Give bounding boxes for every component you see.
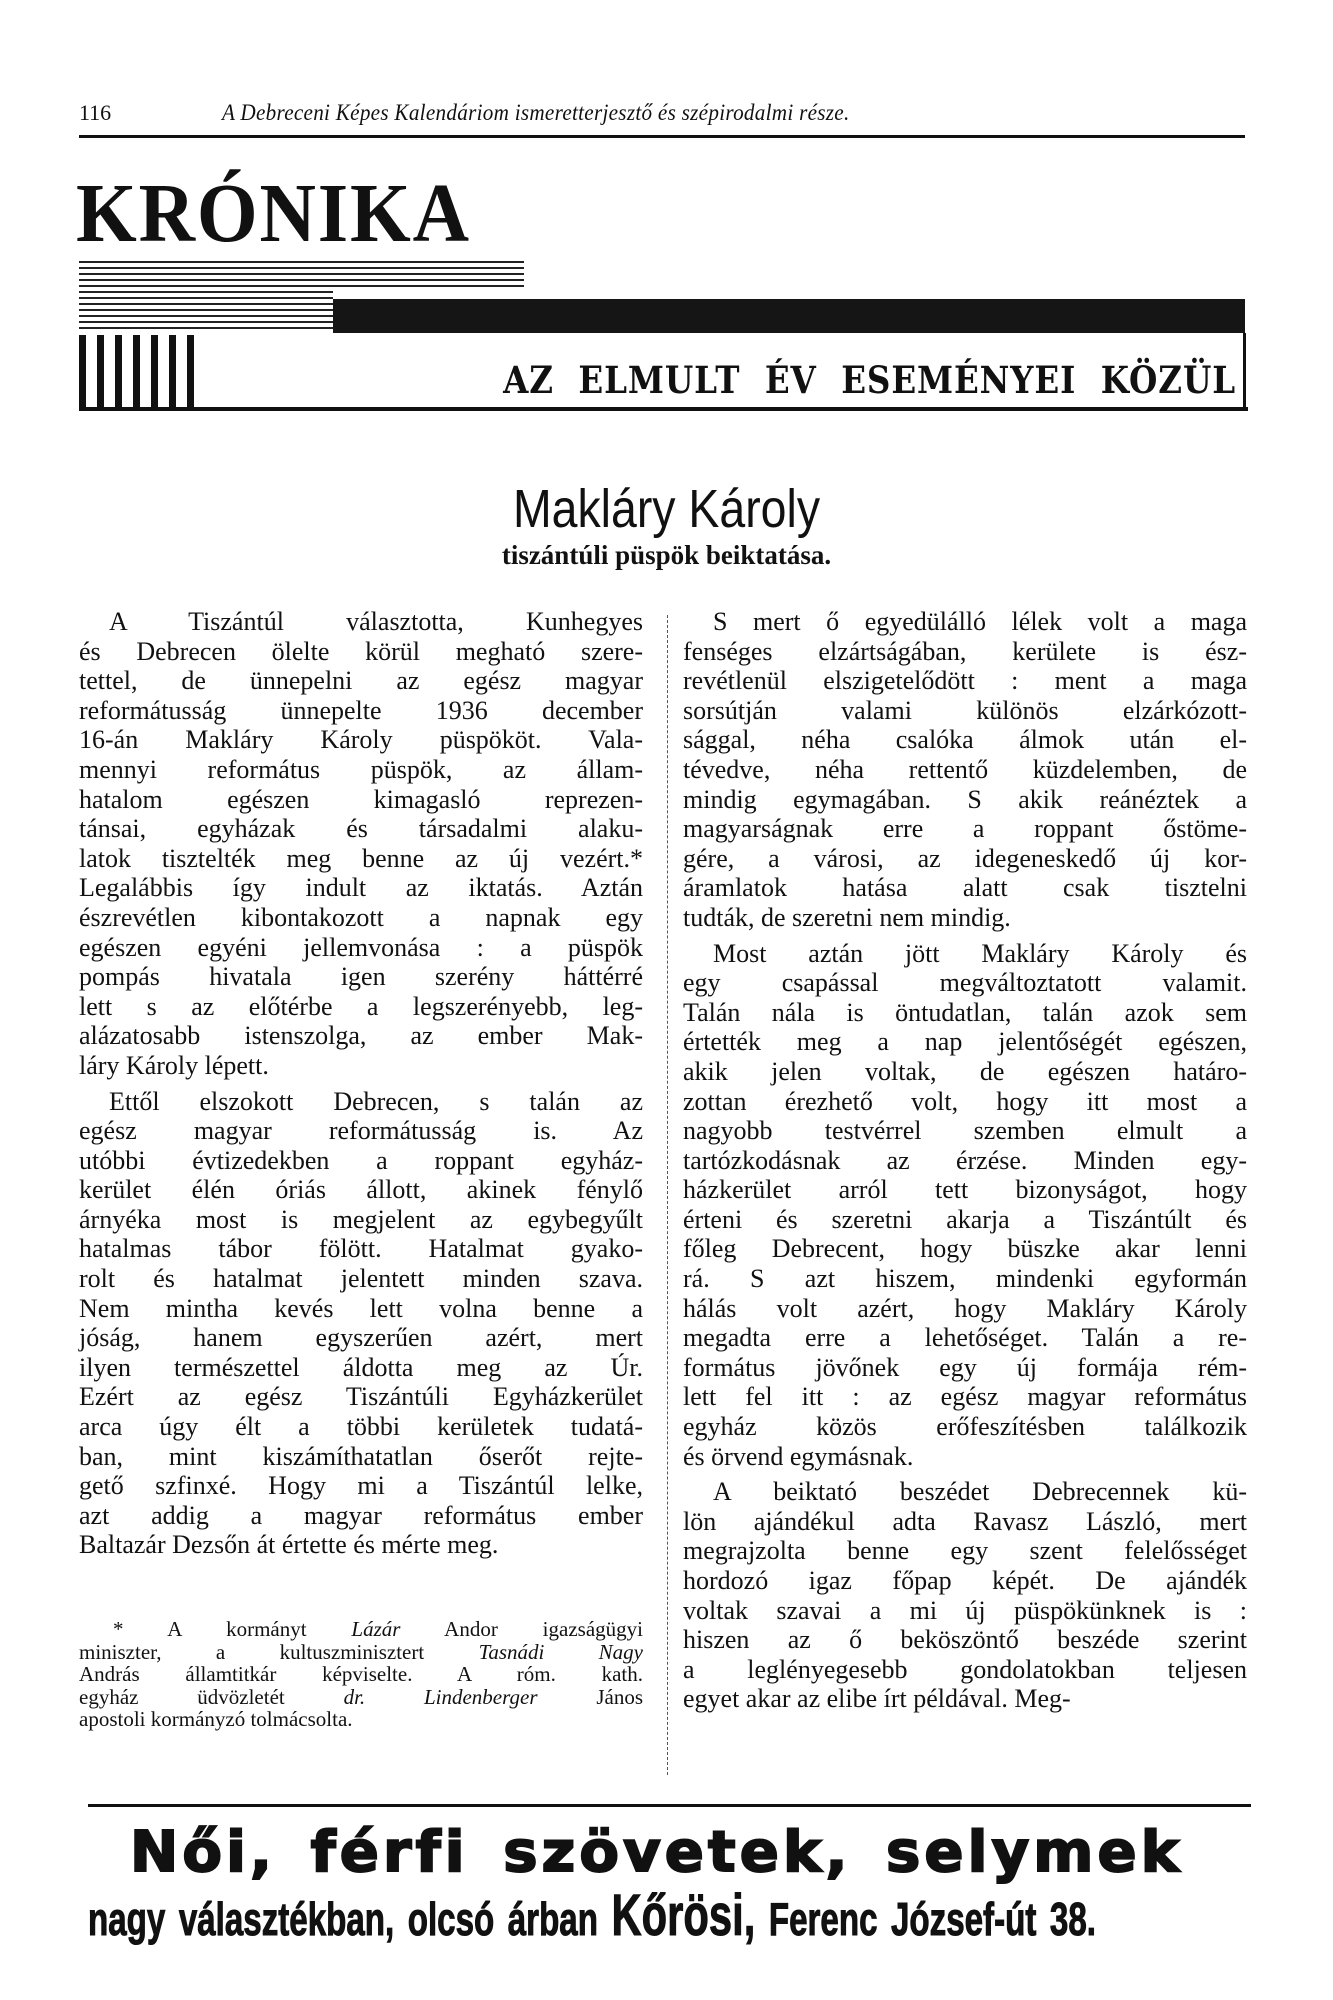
text-line: revétlenül elszigetelődött : ment a maga bbox=[683, 666, 1247, 696]
text-line: Ettől elszokott Debrecen, s talán az bbox=[109, 1086, 643, 1116]
paragraph bbox=[683, 607, 1247, 933]
text-line: a leglényegesebb gondolatokban teljesen bbox=[683, 1654, 1247, 1684]
page-number: 116 bbox=[79, 100, 112, 125]
footnote bbox=[79, 1618, 643, 1731]
text-line: reformátusság ünnepelte 1936 december bbox=[79, 695, 643, 725]
advertisement-address: Ferenc József-út 38. bbox=[768, 1893, 1096, 1945]
text-line: Baltazár Dezsőn át értette és mérte meg. bbox=[79, 1530, 499, 1560]
text-line: rolt és hatalmat jelentett minden szava. bbox=[79, 1264, 643, 1294]
left-column bbox=[79, 607, 643, 1566]
paragraph bbox=[79, 1087, 643, 1561]
text-line: akik jelen voltak, de egészen határo- bbox=[683, 1056, 1247, 1086]
text-line: egészen egyéni jellemvonása : a püspök bbox=[79, 932, 643, 962]
text-line: házkerület arról tett bizonyságot, hogy bbox=[683, 1175, 1247, 1205]
text-line: Most aztán jött Makláry Károly és bbox=[713, 938, 1247, 968]
footnote-line bbox=[79, 1618, 643, 1641]
section-title: KRÓNIKA bbox=[76, 167, 471, 260]
section-rule bbox=[79, 407, 1248, 411]
text-line: tévedve, néha rettentő küzdelemben, de bbox=[683, 754, 1247, 784]
text-line: latok tisztelték meg benne az új vezért.* bbox=[79, 843, 643, 873]
text-line: fenséges elzártságában, kerülete is ész- bbox=[683, 636, 1247, 666]
text-line: nagyobb testvérrel szemben elmult a bbox=[683, 1116, 1247, 1146]
text-line: tettel, de ünnepelni az egész magyar bbox=[79, 666, 643, 696]
text-line: kerület élén óriás állott, akinek fénylő bbox=[79, 1175, 643, 1205]
text-line: hatalmas tábor fölött. Hatalmat gyako- bbox=[79, 1234, 643, 1264]
right-column bbox=[683, 607, 1247, 1720]
footnote-line bbox=[79, 1663, 643, 1686]
text-line: észrevétlen kibontakozott a napnak egy bbox=[79, 902, 643, 932]
text-line: egyet akar az elibe írt példával. Meg- bbox=[683, 1684, 1071, 1714]
text-line: tartózkodásnak az érzése. Minden egy- bbox=[683, 1145, 1247, 1175]
text-line: jóság, hanem egyszerűen azért, mert bbox=[79, 1323, 643, 1353]
text-line: egész magyar reformátusság is. Az bbox=[79, 1116, 643, 1146]
text-line: árnyéka most is megjelent az egybegyűlt bbox=[79, 1204, 643, 1234]
advertisement-brand: Kőrösi, bbox=[611, 1883, 756, 1948]
text-line: gető szfinxé. Hogy mi a Tiszántúl lelke, bbox=[79, 1471, 643, 1501]
text-line: lett fel itt : az egész magyar református bbox=[683, 1382, 1247, 1412]
text-line: utóbbi évtizedekben a roppant egyház- bbox=[79, 1145, 643, 1175]
text-line: magyarságnak erre a roppant őstöme- bbox=[683, 814, 1247, 844]
paragraph bbox=[683, 1477, 1247, 1714]
footnote-text: * A kormányt bbox=[113, 1617, 352, 1641]
black-banner bbox=[333, 299, 1245, 333]
advertisement-offer: nagy választékban, olcsó árban bbox=[88, 1893, 598, 1945]
text-line: értették meg a nap jelentőségét egészen, bbox=[683, 1027, 1247, 1057]
column-divider bbox=[667, 615, 668, 1775]
text-line: sorsútján valami különös elzárkózott- bbox=[683, 695, 1247, 725]
section-subtitle: AZ ELMULT ÉV ESEMÉNYEI KÖZÜL bbox=[503, 358, 1236, 402]
text-line: hálás volt azért, hogy Makláry Károly bbox=[683, 1293, 1247, 1323]
text-line: ilyen természettel áldotta meg az Úr. bbox=[79, 1352, 643, 1382]
text-line: lett s az előtérbe a legszerényebb, leg- bbox=[79, 991, 643, 1021]
footnote-text: egyház üdvözletét bbox=[79, 1684, 344, 1709]
text-line: mennyi református püspök, az állam- bbox=[79, 754, 643, 784]
footnote-text: apostoli kormányzó tolmácsolta. bbox=[79, 1707, 353, 1732]
text-line: megrajzolta benne egy szent felelősséget bbox=[683, 1536, 1247, 1566]
text-line: főleg Debrecent, hogy büszke akar lenni bbox=[683, 1234, 1247, 1264]
text-line: Ezért az egész Tiszántúli Egyházkerület bbox=[79, 1382, 643, 1412]
footnote-text: János bbox=[537, 1684, 643, 1709]
text-line: érteni és szeretni akarja a Tiszántúlt és bbox=[683, 1204, 1247, 1234]
text-line: azt addig a magyar református ember bbox=[79, 1500, 643, 1530]
text-line: hatalom egészen kimagasló reprezen- bbox=[79, 784, 643, 814]
running-title: A Debreceni Képes Kalendáriom ismeretterjesztő és szépirodalmi része. bbox=[222, 100, 850, 125]
text-line: voltak szavai a mi új püspökünknek is : bbox=[683, 1595, 1247, 1625]
article-subtitle: tiszántúli püspök beiktatása. bbox=[501, 540, 832, 570]
text-line: hiszen az ő beköszöntő beszéde szerint bbox=[683, 1625, 1247, 1655]
text-line: 16-án Makláry Károly püspököt. Vala- bbox=[79, 725, 643, 755]
footnote-text: András államtitkár képviselte. A róm. kath. bbox=[79, 1662, 643, 1687]
footnote-line bbox=[79, 1708, 643, 1731]
text-line: tánsai, egyházak és társadalmi alaku- bbox=[79, 814, 643, 844]
text-line: áramlatok hatása alatt csak tisztelni bbox=[683, 873, 1247, 903]
text-line: A Tiszántúl választotta, Kunhegyes bbox=[109, 607, 643, 636]
text-line: formátus jövőnek egy új formája rém- bbox=[683, 1352, 1247, 1382]
text-line: Talán nála is öntudatlan, talán azok sem bbox=[683, 997, 1247, 1027]
footnote-line bbox=[79, 1641, 643, 1664]
text-line: alázatosabb istenszolga, az ember Mak- bbox=[79, 1021, 643, 1051]
text-line: egyház közös erőfeszítésben találkozik bbox=[683, 1412, 1247, 1442]
text-line: gére, a városi, az idegeneskedő új kor- bbox=[683, 843, 1247, 873]
text-line: rá. S azt hiszem, mindenki egyformán bbox=[683, 1264, 1247, 1294]
text-line: és Debrecen ölelte körül megható szere- bbox=[79, 636, 643, 666]
text-line: sággal, néha csalóka álmok után el- bbox=[683, 725, 1247, 755]
text-line: láry Károly lépett. bbox=[79, 1050, 269, 1080]
text-line: Legalábbis így indult az iktatás. Aztán bbox=[79, 873, 643, 903]
text-line: pompás hivatala igen szerény háttérré bbox=[79, 962, 643, 992]
text-line: tudták, de szeretni nem mindig. bbox=[683, 902, 1011, 932]
advertisement-rule bbox=[88, 1804, 1251, 1807]
article-title: Makláry Károly bbox=[512, 479, 821, 539]
italic-name: Lázár bbox=[351, 1617, 401, 1641]
text-line: ban, mint kiszámíthatatlan őserőt rejte- bbox=[79, 1441, 643, 1471]
text-line: mindig egymagában. S akik reánéztek a bbox=[683, 784, 1247, 814]
text-line: zottan érezhető volt, hogy itt most a bbox=[683, 1086, 1247, 1116]
text-line: lön ajándékul adta Ravasz László, mert bbox=[683, 1506, 1247, 1536]
advertisement-headline: Női, férfi szövetek, selymek bbox=[130, 1820, 1184, 1885]
text-line: arca úgy élt a többi kerületek tudatá- bbox=[79, 1412, 643, 1442]
text-line: Nem mintha kevés lett volna benne a bbox=[79, 1293, 643, 1323]
footnote-line bbox=[79, 1686, 643, 1709]
text-line: S mert ő egyedülálló lélek volt a maga bbox=[713, 607, 1247, 636]
paragraph bbox=[683, 939, 1247, 1472]
footnote-text: miniszter, a kultuszminisztert bbox=[79, 1639, 479, 1664]
header-rule bbox=[79, 135, 1245, 138]
advertisement-subline bbox=[88, 1882, 1096, 1949]
paragraph bbox=[79, 607, 643, 1081]
text-line: egy csapással megváltoztatott valamit. bbox=[683, 968, 1247, 998]
text-line: megadta erre a lehetőséget. Talán a re- bbox=[683, 1323, 1247, 1353]
text-line: és örvend egymásnak. bbox=[683, 1441, 914, 1471]
italic-name: Tasnádi Nagy bbox=[478, 1639, 643, 1664]
text-line: A beiktató beszédet Debrecennek kü- bbox=[713, 1477, 1247, 1507]
text-line: hordozó igaz főpap képét. De ajándék bbox=[683, 1566, 1247, 1595]
italic-name: dr. Lindenberger bbox=[343, 1684, 538, 1709]
footnote-text: Andor igazságügyi bbox=[400, 1617, 643, 1641]
